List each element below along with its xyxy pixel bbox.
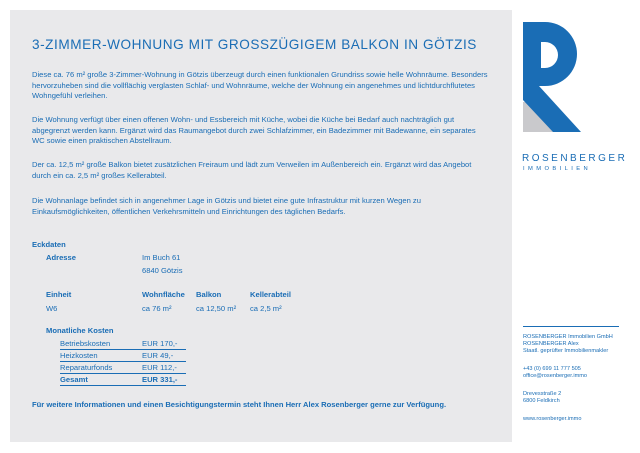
kosten-total-label: Gesamt xyxy=(60,375,88,384)
kosten-total-value: EUR 331,- xyxy=(142,375,178,384)
closing-note: Für weitere Informationen und einen Besichtigungstermin steht Ihnen Herr Alex Rosenberger gerne zur Verfügung. xyxy=(32,400,447,409)
eckdaten-heading: Eckdaten xyxy=(32,240,66,249)
brand-name: ROSENBERGER xyxy=(522,153,628,164)
description-paragraph: Der ca. 12,5 m² große Balkon bietet zusätzlichen Freiraum und lädt zum Verweilen im Außenbereich ein. Ergänzt wird das Angebot durch ein ca. 2,5 m² großes Kellerabteil. xyxy=(32,160,472,180)
kosten-heading: Monatliche Kosten xyxy=(46,326,114,335)
kosten-label: Heizkosten xyxy=(60,351,98,360)
kellerabteil-value: ca 2,5 m² xyxy=(250,304,282,313)
unit-value: W6 xyxy=(46,304,58,313)
balkon-value: ca 12,50 m² xyxy=(196,304,237,313)
adresse-label: Adresse xyxy=(46,253,76,262)
header-kellerabteil: Kellerabteil xyxy=(250,290,291,299)
kosten-value: EUR 112,- xyxy=(142,363,177,372)
kosten-row-divider xyxy=(60,361,186,362)
contact-role: Staatl. geprüfter Immobilienmakler xyxy=(523,348,609,354)
header-einheit: Einheit xyxy=(46,290,72,299)
header-wohnflaeche: Wohnfläche xyxy=(142,290,185,299)
wohnflaeche-value: ca 76 m² xyxy=(142,304,172,313)
contact-person: ROSENBERGER Alex xyxy=(523,341,579,347)
rosenberger-logo-icon xyxy=(523,22,581,132)
kosten-label: Betriebskosten xyxy=(60,339,111,348)
kosten-total-divider xyxy=(60,385,186,386)
header-balkon: Balkon xyxy=(196,290,222,299)
kosten-label: Reparaturfonds xyxy=(60,363,113,372)
page-title: 3-ZIMMER-WOHNUNG MIT GROSSZÜGIGEM BALKON IN GÖTZIS xyxy=(32,37,477,52)
contact-email[interactable]: office@rosenberger.immo xyxy=(523,373,588,379)
kosten-value: EUR 49,- xyxy=(142,351,174,360)
contact-divider xyxy=(523,326,619,327)
description-paragraph: Die Wohnanlage befindet sich in angenehmer Lage in Götzis und bietet eine gute Infrastruktur mit kurzen Wegen zu Einkaufsmöglichkeiten, öffentlichen Verkehrsmitteln und Einrichtungen des täglichen Bedarfs. xyxy=(32,196,421,216)
adresse-street: Im Buch 61 xyxy=(142,253,181,262)
adresse-city: 6840 Götzis xyxy=(142,266,183,275)
kosten-row-divider xyxy=(60,373,186,374)
contact-phone[interactable]: +43 (0) 699 11 777 505 xyxy=(523,366,581,372)
description-paragraph: Diese ca. 76 m² große 3-Zimmer-Wohnung in Götzis überzeugt durch einen funktionalen Grundriss sowie helle Wohnräume. Besonders hervorzuheben sind die vollflächig verglasten Schlaf- und Wohnräume, welche der Wohnung ein angenehmes und lichtdurchflutetes Wohngefühl verleihen. xyxy=(32,70,488,101)
kosten-value: EUR 170,- xyxy=(142,339,178,348)
contact-street: Drevesstraße 2 xyxy=(523,391,562,397)
contact-company: ROSENBERGER Immobilien GmbH xyxy=(523,334,613,340)
contact-city: 6800 Feldkirch xyxy=(523,398,560,404)
kosten-row-divider xyxy=(60,349,186,350)
description-paragraph: Die Wohnung verfügt über einen offenen Wohn- und Essbereich mit Küche, wobei die Küche bei Bedarf auch nachträglich gut abgegrenzt werden kann. Ergänzt wird das Raumangebot durch zwei Schlafzimmer, ein Badezimmer mit Badewanne, ein separates WC sowie einen praktischen Abstellraum. xyxy=(32,115,476,146)
contact-web-link[interactable]: www.rosenberger.immo xyxy=(523,416,582,422)
brand-subtitle: IMMOBILIEN xyxy=(523,166,592,172)
